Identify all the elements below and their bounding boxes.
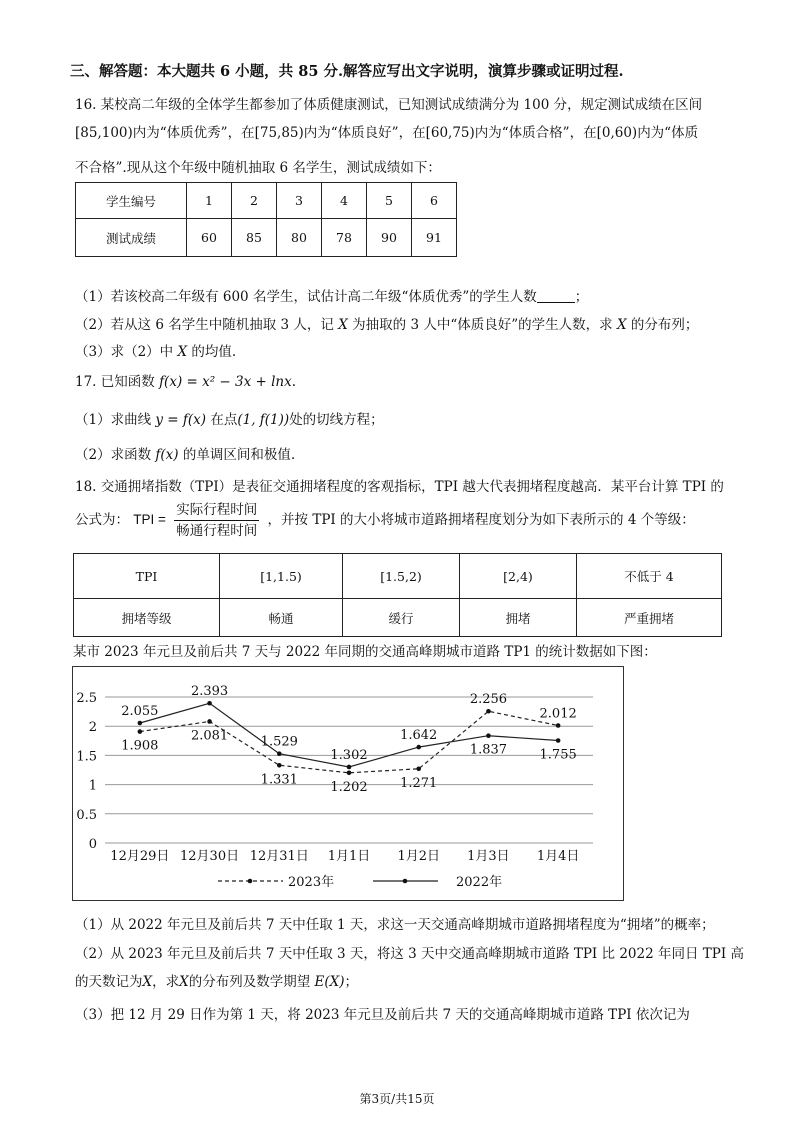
formula-curve: y = f(x) [155, 412, 207, 428]
tpi-level-table [73, 553, 722, 637]
x-tick-label: 1月4日 [536, 849, 580, 864]
q18-text: 公式为： [75, 512, 129, 528]
table-cell: [1.5,2) [343, 554, 460, 599]
q16-line2 [75, 121, 698, 141]
data-point [556, 723, 561, 728]
q17-text: . [291, 374, 297, 390]
interval-good: [75,85) [254, 125, 304, 141]
y-tick-label: 2 [88, 720, 97, 736]
q16-line3: 不合格”.现从这个年级中随机抽取 6 名学生，测试成绩如下： [75, 160, 441, 176]
y-tick-label: 2.5 [76, 691, 97, 706]
table-cell: 60 [187, 219, 232, 257]
q17-sub2 [75, 443, 295, 463]
data-point [486, 709, 491, 714]
q16-text: 内为“体质优秀”，在 [132, 125, 255, 141]
q18-line1: 18. 交通拥堵指数（TPI）是表征交通拥堵程度的客观指标，TPI 越大代表拥堵程度越高．某平台计算 TPI 的 [75, 479, 724, 495]
q16-sub2-text: 为抽取的 3 人中“体质良好”的学生人数，求 [352, 317, 613, 333]
table-cell: 2 [232, 183, 277, 219]
formula-point: (1, f(1)) [237, 412, 290, 428]
chart-intro: 某市 2023 年元旦及前后共 7 天与 2022 年同期的交通高峰期城市道路 TP1 的统计数据如下图： [73, 644, 657, 660]
data-label: 2.256 [469, 692, 508, 708]
data-point [416, 745, 421, 750]
tpi-chart-frame [72, 666, 624, 901]
interval-pass: [60,75) [425, 125, 475, 141]
table-cell: 拥堵 [460, 599, 577, 637]
y-tick-label: 1.5 [76, 749, 97, 765]
table-cell: 缓行 [343, 599, 460, 637]
section-title: 三、解答题：本大题共 6 小题，共 85 分.解答应写出文字说明，演算步骤或证明过程. [70, 63, 624, 80]
table-cell: 1 [187, 183, 232, 219]
data-point [347, 771, 352, 776]
q18-text: 的分布列及数学期望 [188, 974, 311, 990]
data-point [277, 751, 282, 756]
interval-fail: [0,60) [596, 125, 638, 141]
q18-text: ； [344, 974, 359, 990]
q16-sub3-text: （3）求（2）中 [75, 344, 174, 360]
q16-text: 内为“体质良好”，在 [303, 125, 426, 141]
formula-tpi: TPI = [133, 512, 166, 527]
student-score-table [75, 182, 457, 257]
data-label: 1.529 [260, 734, 298, 750]
data-point [207, 719, 212, 724]
table-cell: 3 [277, 183, 322, 219]
legend-marker [248, 879, 253, 884]
q16-sub1-text: （1）若该校高二年级有 600 名学生，试估计高二年级“体质优秀”的学生人数 [75, 289, 537, 305]
interval-excellent: [85,100) [75, 125, 133, 141]
data-label: 2.055 [121, 703, 159, 719]
q18-sub3: （3）把 12 月 29 日作为第 1 天，将 2023 年元旦及前后共 7 天的交通高峰期城市道路 TPI 依次记为 [75, 1007, 690, 1023]
var-x: X [616, 317, 627, 333]
q17-text: 的单调区间和极值. [182, 447, 296, 463]
table-cell: 5 [367, 183, 412, 219]
data-label: 1.302 [330, 747, 368, 763]
table-cell: 91 [412, 219, 457, 257]
table-cell: [1,1.5) [220, 554, 343, 599]
q16-sub3-text: 的均值. [191, 344, 237, 360]
q16-sub3 [75, 340, 236, 360]
q17-text: 在点 [210, 412, 238, 428]
table-cell: TPI [74, 554, 220, 599]
y-tick-label: 1 [88, 778, 97, 794]
data-point [347, 765, 352, 770]
var-x: X [179, 974, 189, 990]
data-label: 2.081 [190, 728, 229, 744]
q16-text: 内为“体质合格”，在 [474, 125, 597, 141]
table-header-id: 学生编号 [76, 183, 187, 219]
y-tick-label: 0 [88, 837, 97, 852]
q16-sub2-text: 的分布列； [630, 317, 699, 333]
var-x: X [142, 974, 153, 990]
data-point [486, 733, 491, 738]
q18-formula-line [75, 500, 695, 541]
x-tick-label: 1月1日 [327, 849, 371, 864]
table-cell: 畅通 [220, 599, 343, 637]
data-point [207, 701, 212, 706]
table-cell: [2,4) [460, 554, 577, 599]
table-cell: 85 [232, 219, 277, 257]
q16-sub1 [75, 285, 588, 305]
data-label: 2.012 [539, 706, 577, 722]
q16-sub2 [75, 313, 698, 333]
data-point [138, 721, 143, 726]
q18-sub2b [75, 970, 358, 990]
y-tick-label: 0.5 [76, 807, 97, 823]
table-cell: 不低于 4 [577, 554, 722, 599]
q16-sub1-end: ； [574, 289, 589, 305]
q18-text: ，并按 TPI 的大小将城市道路拥堵程度划分为如下表所示的 4 个等级： [267, 512, 695, 528]
table-cell: 6 [412, 183, 457, 219]
table-cell: 严重拥堵 [577, 599, 722, 637]
data-label: 1.642 [400, 728, 438, 744]
legend-marker [403, 879, 408, 884]
q17-text: （1）求曲线 [75, 412, 152, 428]
x-tick-label: 12月29日 [110, 849, 170, 864]
x-tick-label: 12月31日 [249, 849, 309, 864]
x-tick-label: 12月30日 [180, 849, 240, 864]
expectation-ex: E(X) [314, 974, 345, 990]
q17-text: 处的切线方程； [289, 412, 384, 428]
q18-sub2a: （2）从 2023 年元旦及前后共 7 天中任取 3 天，将这 3 天中交通高峰期城市道路 TPI 比 2022 年同日 TPI 高 [75, 946, 744, 962]
formula-fx: f(x) [155, 447, 179, 463]
data-point [138, 729, 143, 734]
table-cell: 拥堵等级 [74, 599, 220, 637]
tpi-line-chart [73, 667, 623, 900]
table-header-score: 测试成绩 [76, 219, 187, 257]
data-label: 1.331 [260, 772, 298, 788]
q16-text: 内为“体质 [637, 125, 699, 141]
page-footer: 第3页/共15页 [359, 1092, 435, 1106]
table-cell: 90 [367, 219, 412, 257]
q17-sub1 [75, 408, 384, 428]
x-tick-label: 1月3日 [467, 849, 510, 864]
q18-sub1: （1）从 2022 年元旦及前后共 7 天中任取 1 天，求这一天交通高峰期城市道路拥堵程度为“拥堵”的概率； [75, 917, 715, 933]
formula-fx: f(x) = x² − 3x + lnx [159, 374, 292, 390]
table-cell: 4 [322, 183, 367, 219]
data-label: 2.393 [190, 684, 229, 700]
data-point [277, 763, 282, 768]
legend-label: 2023年 [288, 875, 335, 890]
data-label: 1.271 [400, 775, 438, 791]
data-label: 1.755 [539, 747, 577, 763]
q16-line1: 16. 某校高二年级的全体学生都参加了体质健康测试，已知测试成绩满分为 100 分，规定测试成绩在区间 [75, 97, 703, 113]
data-label: 1.908 [121, 738, 159, 754]
data-point [556, 738, 561, 743]
table-cell: 80 [277, 219, 322, 257]
answer-blank [537, 290, 575, 303]
q17-text: （2）求函数 [75, 447, 152, 463]
q17-stem [75, 370, 296, 390]
fraction-numerator: 实际行程时间 [174, 500, 259, 521]
data-point [416, 766, 421, 771]
tpi-fraction [174, 500, 259, 541]
data-label: 1.202 [330, 779, 368, 795]
data-label: 1.837 [469, 742, 508, 758]
q16-sub2-text: （2）若从这 6 名学生中随机抽取 3 人，记 [75, 317, 334, 333]
q18-text: ，求 [152, 974, 180, 990]
var-x: X [338, 317, 348, 333]
q17-text: 17. 已知函数 [75, 374, 155, 390]
legend-label: 2022年 [456, 875, 503, 890]
table-cell: 78 [322, 219, 367, 257]
var-x: X [177, 344, 188, 360]
fraction-denominator: 畅通行程时间 [176, 523, 258, 539]
q18-text: 的天数记为 [75, 974, 143, 990]
x-tick-label: 1月2日 [397, 849, 440, 864]
